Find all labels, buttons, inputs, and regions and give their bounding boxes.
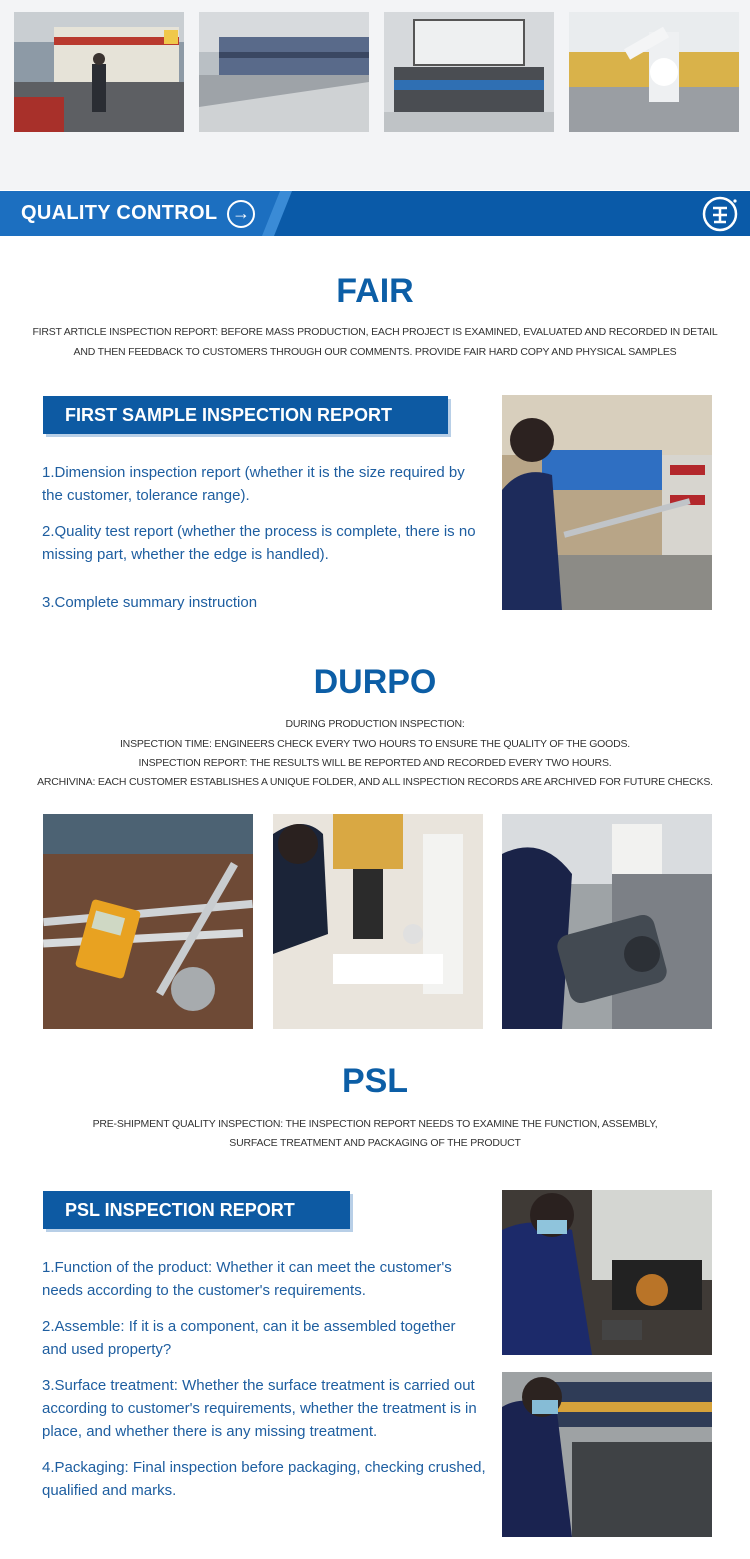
psl-title: PSL xyxy=(341,1062,409,1100)
worker-cutting-sparks-photo xyxy=(502,1190,712,1355)
workshop-photo-press-brake xyxy=(14,12,184,132)
fair-title: FAIR xyxy=(336,272,414,310)
psl-description-line-1: PRE-SHIPMENT QUALITY INSPECTION: THE INSPECTION REPORT NEEDS TO EXAMINE THE FUNCTION, ASSEMBLY, xyxy=(92,1118,658,1130)
psl-description-line-2: SURFACE TREATMENT AND PACKAGING OF THE PRODUCT xyxy=(229,1137,521,1149)
workshop-photo-welding-robot xyxy=(569,12,739,132)
first-sample-report-label: FIRST SAMPLE INSPECTION REPORT xyxy=(43,396,448,434)
psl-report-label: PSL INSPECTION REPORT xyxy=(43,1191,350,1229)
fair-description-line-2: AND THEN FEEDBACK TO CUSTOMERS THROUGH OUR COMMENTS. PROVIDE FAIR HARD COPY AND PHYSICAL SAMPLES xyxy=(73,346,677,358)
fair-item-1: 1.Dimension inspection report (whether it is the size required by the customer, tolerance range). xyxy=(42,464,465,504)
durpo-title: DURPO xyxy=(313,663,437,701)
durpo-description-line-2: INSPECTION TIME: ENGINEERS CHECK EVERY TWO HOURS TO ENSURE THE QUALITY OF THE GOODS. xyxy=(119,738,631,750)
arrow-right-circle-icon[interactable]: → xyxy=(227,200,255,228)
banner-title: QUALITY CONTROL xyxy=(21,202,218,224)
workshop-photo-laser-cutter xyxy=(384,12,554,132)
robot-teach-pendant-photo xyxy=(502,814,712,1029)
fair-item-2: 2.Quality test report (whether the process is complete, there is no missing part, whether the edge is handled). xyxy=(42,523,476,563)
inspector-at-bench-photo xyxy=(502,395,712,610)
fair-item-3: 3.Complete summary instruction xyxy=(42,594,258,611)
company-logo xyxy=(702,196,738,232)
worker-inspecting-sheet-photo xyxy=(502,1372,712,1537)
psl-item-2: 2.Assemble: If it is a component, can it be assembled together and used property? xyxy=(42,1318,456,1358)
microscope-inspection-photo xyxy=(273,814,483,1029)
workshop-photo-shearing-machine xyxy=(199,12,369,132)
durpo-description-line-1: DURING PRODUCTION INSPECTION: xyxy=(285,718,465,730)
psl-item-4: 4.Packaging: Final inspection before packaging, checking crushed, qualified and marks. xyxy=(42,1459,486,1499)
fair-description-line-1: FIRST ARTICLE INSPECTION REPORT: BEFORE MASS PRODUCTION, EACH PROJECT IS EXAMINED, EVALUATED AND RECORDED IN DETAIL xyxy=(32,326,718,338)
multimeter-test-photo xyxy=(43,814,253,1029)
durpo-description-line-4: ARCHIVINA: EACH CUSTOMER ESTABLISHES A UNIQUE FOLDER, AND ALL INSPECTION RECORDS ARE ARCHIVED FOR FUTURE CHECKS. xyxy=(37,776,713,788)
psl-item-1: 1.Function of the product: Whether it can meet the customer's needs according to the customer's requirements. xyxy=(42,1259,452,1299)
quality-control-banner xyxy=(0,191,750,236)
durpo-description-line-3: INSPECTION REPORT: THE RESULTS WILL BE REPORTED AND RECORDED EVERY TWO HOURS. xyxy=(138,757,612,769)
psl-item-3: 3.Surface treatment: Whether the surface treatment is carried out according to customer's requirements, whether the treatment is in place, and whether there is any missing treatment. xyxy=(42,1377,477,1440)
